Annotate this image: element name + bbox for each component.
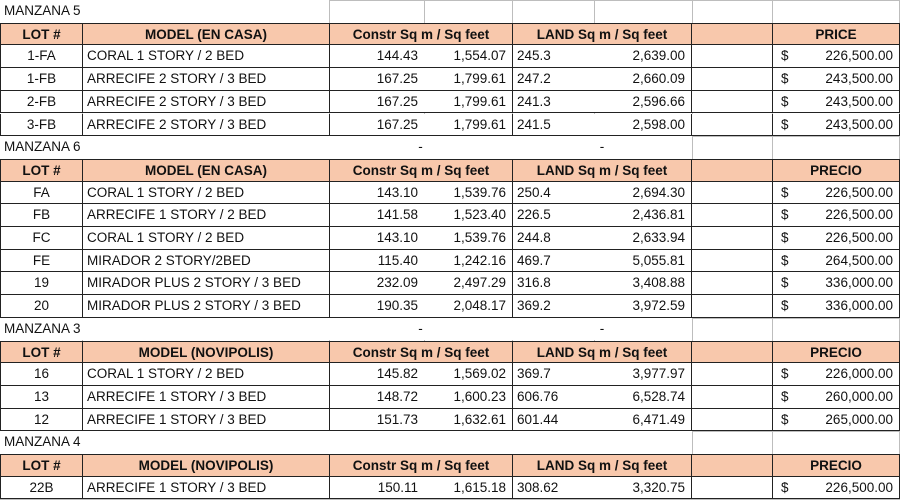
model-cell[interactable]: MIRADOR 2 STORY/2BED [82, 250, 329, 273]
lot-cell[interactable]: 16 [0, 363, 82, 386]
lot-cell[interactable]: FC [0, 227, 82, 250]
price-amount: 226,000.00 [825, 366, 893, 382]
table-row [0, 250, 900, 273]
constr-sqm-cell[interactable]: 167.25 [329, 68, 424, 91]
header-constr[interactable]: Constr Sq m / Sq feet [329, 23, 512, 46]
price-amount: 265,000.00 [825, 411, 893, 427]
header-price[interactable]: PRICE [772, 23, 900, 46]
table-row [0, 363, 900, 386]
empty-cell[interactable] [692, 45, 772, 68]
table-row [0, 91, 900, 114]
currency-symbol: $ [781, 93, 789, 109]
header-price[interactable]: PRECIO [772, 454, 900, 477]
constr-sqm-cell[interactable]: 145.82 [329, 363, 424, 386]
price-cell[interactable] [772, 250, 900, 273]
land-sqft-cell[interactable]: 6,471.49 [594, 409, 692, 432]
land-sqm-cell[interactable]: 606.76 [512, 386, 594, 409]
header-gap [692, 454, 772, 477]
section-title[interactable]: MANZANA 4 [0, 431, 329, 454]
header-gap [692, 341, 772, 364]
table-row [0, 68, 900, 91]
model-cell[interactable]: ARRECIFE 1 STORY / 3 BED [82, 477, 329, 500]
empty-cell[interactable] [692, 91, 772, 114]
price-cell[interactable] [772, 114, 900, 137]
price-amount: 226,500.00 [825, 230, 893, 245]
header-model[interactable]: MODEL (EN CASA) [82, 23, 329, 46]
land-sqm-cell[interactable]: 469.7 [512, 250, 594, 273]
land-sqft-cell[interactable]: 2,639.00 [594, 45, 692, 68]
price-amount: 226,500.00 [825, 479, 893, 495]
constr-sqm-cell[interactable]: 232.09 [329, 272, 424, 295]
price-cell[interactable] [772, 45, 900, 68]
constr-sqft-cell[interactable]: 1,600.23 [424, 386, 512, 409]
constr-dash-cell[interactable]: - [329, 136, 512, 159]
empty-cell[interactable] [692, 68, 772, 91]
header-model[interactable]: MODEL (EN CASA) [82, 159, 329, 182]
land-sqm-cell[interactable]: 247.2 [512, 68, 594, 91]
constr-sqm-cell[interactable]: 141.58 [329, 204, 424, 227]
constr-sqm-cell[interactable]: 167.25 [329, 114, 424, 137]
lot-cell[interactable]: 20 [0, 295, 82, 318]
price-cell[interactable] [772, 386, 900, 409]
land-sqm-cell[interactable]: 601.44 [512, 409, 594, 432]
land-sqft-cell[interactable]: 2,660.09 [594, 68, 692, 91]
currency-symbol: $ [781, 411, 789, 427]
header-price[interactable]: PRECIO [772, 159, 900, 182]
land-dash-cell[interactable]: - [512, 136, 692, 159]
lot-cell[interactable]: 22B [0, 477, 82, 500]
land-sqft-cell[interactable]: 3,408.88 [594, 272, 692, 295]
land-sqft-cell[interactable]: 2,633.94 [594, 227, 692, 250]
constr-sqft-cell[interactable]: 2,497.29 [424, 272, 512, 295]
land-sqm-cell[interactable]: 250.4 [512, 182, 594, 205]
land-sqft-cell[interactable]: 5,055.81 [594, 250, 692, 273]
lot-cell[interactable]: 12 [0, 409, 82, 432]
table-row [0, 227, 900, 250]
section-title-row [0, 0, 900, 23]
lot-cell[interactable]: 1-FA [0, 45, 82, 68]
header-constr[interactable]: Constr Sq m / Sq feet [329, 454, 512, 477]
header-constr[interactable]: Constr Sq m / Sq feet [329, 341, 512, 364]
price-amount: 226,500.00 [825, 207, 893, 223]
currency-symbol: $ [781, 207, 789, 223]
section-title-row [0, 318, 900, 341]
lot-cell[interactable]: FE [0, 250, 82, 273]
constr-sqm-cell[interactable]: 143.10 [329, 182, 424, 205]
lot-cell[interactable]: FB [0, 204, 82, 227]
constr-sqm-cell[interactable]: 190.35 [329, 295, 424, 318]
constr-sqft-cell[interactable]: 1,632.61 [424, 409, 512, 432]
empty-cell[interactable] [692, 295, 772, 318]
table-row [0, 477, 900, 500]
constr-sqm-cell[interactable]: 150.11 [329, 477, 424, 500]
currency-symbol: $ [781, 388, 789, 404]
section-title[interactable]: MANZANA 6 [0, 136, 329, 159]
header-land[interactable]: LAND Sq m / Sq feet [512, 23, 692, 46]
table-row [0, 45, 900, 68]
model-cell[interactable]: CORAL 1 STORY / 2 BED [82, 182, 329, 205]
section-title[interactable]: MANZANA 3 [0, 318, 329, 341]
model-cell[interactable]: ARRECIFE 1 STORY / 3 BED [82, 386, 329, 409]
land-sqft-cell[interactable]: 3,320.75 [594, 477, 692, 500]
model-cell[interactable]: CORAL 1 STORY / 2 BED [82, 227, 329, 250]
table-header-row [0, 23, 900, 46]
table-row [0, 114, 900, 137]
price-cell[interactable] [772, 68, 900, 91]
table-row [0, 204, 900, 227]
land-sqm-cell[interactable]: 244.8 [512, 227, 594, 250]
land-sqm-cell[interactable]: 241.5 [512, 114, 594, 137]
currency-symbol: $ [781, 184, 789, 200]
lot-cell[interactable]: 13 [0, 386, 82, 409]
lot-cell[interactable]: 2-FB [0, 91, 82, 114]
price-cell[interactable] [772, 363, 900, 386]
land-dash-cell[interactable]: - [512, 318, 692, 341]
empty-cell[interactable] [692, 477, 772, 500]
price-cell[interactable] [772, 91, 900, 114]
land-sqft-cell[interactable]: 2,436.81 [594, 204, 692, 227]
header-constr[interactable]: Constr Sq m / Sq feet [329, 159, 512, 182]
model-cell[interactable]: ARRECIFE 1 STORY / 2 BED [82, 204, 329, 227]
lot-cell[interactable]: 3-FB [0, 114, 82, 137]
land-sqm-cell[interactable]: 316.8 [512, 272, 594, 295]
empty-cell[interactable] [692, 182, 772, 205]
constr-sqm-cell[interactable]: 115.40 [329, 250, 424, 273]
header-price[interactable]: PRECIO [772, 341, 900, 364]
price-amount: 264,500.00 [825, 252, 893, 268]
price-cell[interactable] [772, 477, 900, 500]
constr-sqft-cell[interactable]: 1,615.18 [424, 477, 512, 500]
empty-cell[interactable] [692, 227, 772, 250]
empty-cell[interactable] [692, 272, 772, 295]
table-row [0, 295, 900, 318]
section-title-row [0, 136, 900, 159]
land-sqft-cell[interactable]: 2,596.66 [594, 91, 692, 114]
land-dash-cell[interactable] [512, 431, 692, 454]
price-amount: 226,500.00 [825, 48, 893, 64]
land-sqm-cell[interactable]: 369.2 [512, 295, 594, 318]
model-cell[interactable]: MIRADOR PLUS 2 STORY / 3 BED [82, 272, 329, 295]
currency-symbol: $ [781, 116, 789, 132]
model-cell[interactable]: ARRECIFE 2 STORY / 3 BED [82, 91, 329, 114]
price-cell[interactable] [772, 227, 900, 250]
constr-sqft-cell[interactable]: 1,539.76 [424, 227, 512, 250]
currency-symbol: $ [781, 71, 789, 87]
model-cell[interactable]: ARRECIFE 1 STORY / 3 BED [82, 409, 329, 432]
price-cell[interactable] [772, 272, 900, 295]
header-lot[interactable]: LOT # [0, 454, 82, 477]
price-amount: 226,500.00 [825, 184, 893, 200]
constr-sqft-cell[interactable]: 1,242.16 [424, 250, 512, 273]
currency-symbol: $ [781, 275, 789, 291]
currency-symbol: $ [781, 230, 789, 245]
empty-cell[interactable] [692, 114, 772, 137]
land-sqft-cell[interactable]: 6,528.74 [594, 386, 692, 409]
constr-sqft-cell[interactable]: 1,523.40 [424, 204, 512, 227]
constr-sqft-cell[interactable]: 2,048.17 [424, 295, 512, 318]
lot-cell[interactable]: 1-FB [0, 68, 82, 91]
constr-sqm-cell[interactable]: 148.72 [329, 386, 424, 409]
header-land[interactable]: LAND Sq m / Sq feet [512, 341, 692, 364]
price-amount: 243,500.00 [825, 116, 893, 132]
land-sqft-cell[interactable]: 3,972.59 [594, 295, 692, 318]
land-sqft-cell[interactable]: 2,694.30 [594, 182, 692, 205]
constr-sqft-cell[interactable]: 1,799.61 [424, 114, 512, 137]
constr-sqft-cell[interactable]: 1,569.02 [424, 363, 512, 386]
header-land[interactable]: LAND Sq m / Sq feet [512, 454, 692, 477]
constr-sqm-cell[interactable]: 143.10 [329, 227, 424, 250]
land-sqft-cell[interactable]: 3,977.97 [594, 363, 692, 386]
header-gap [692, 159, 772, 182]
land-sqm-cell[interactable]: 241.3 [512, 91, 594, 114]
land-sqft-cell[interactable]: 2,598.00 [594, 114, 692, 137]
constr-sqft-cell[interactable]: 1,799.61 [424, 91, 512, 114]
constr-sqft-cell[interactable]: 1,554.07 [424, 45, 512, 68]
table-row [0, 182, 900, 205]
currency-symbol: $ [781, 479, 789, 495]
empty-cell[interactable] [692, 363, 772, 386]
price-amount: 243,500.00 [825, 71, 893, 87]
lot-cell[interactable]: 19 [0, 272, 82, 295]
empty-cell[interactable] [692, 204, 772, 227]
table-header-row [0, 454, 900, 477]
currency-symbol: $ [781, 298, 789, 314]
price-amount: 243,500.00 [825, 93, 893, 109]
price-cell[interactable] [772, 409, 900, 432]
land-sqm-cell[interactable]: 226.5 [512, 204, 594, 227]
land-sqm-cell[interactable]: 369.7 [512, 363, 594, 386]
section-title[interactable]: MANZANA 5 [0, 0, 329, 23]
constr-sqm-cell[interactable]: 167.25 [329, 91, 424, 114]
header-land[interactable]: LAND Sq m / Sq feet [512, 159, 692, 182]
lot-cell[interactable]: FA [0, 182, 82, 205]
price-cell[interactable] [772, 204, 900, 227]
header-model[interactable]: MODEL (NOVIPOLIS) [82, 454, 329, 477]
table-row [0, 386, 900, 409]
table-row [0, 272, 900, 295]
constr-sqm-cell[interactable]: 151.73 [329, 409, 424, 432]
table-row [0, 409, 900, 432]
constr-dash-cell[interactable] [329, 431, 512, 454]
price-amount: 336,000.00 [825, 298, 893, 314]
empty-cell[interactable] [692, 250, 772, 273]
price-amount: 260,000.00 [825, 388, 893, 404]
currency-symbol: $ [781, 252, 789, 268]
land-sqm-cell[interactable]: 308.62 [512, 477, 594, 500]
constr-sqm-cell[interactable]: 144.43 [329, 45, 424, 68]
currency-symbol: $ [781, 48, 789, 64]
constr-sqft-cell[interactable]: 1,539.76 [424, 182, 512, 205]
empty-cell[interactable] [692, 409, 772, 432]
price-cell[interactable] [772, 295, 900, 318]
model-cell[interactable]: MIRADOR PLUS 2 STORY / 3 BED [82, 295, 329, 318]
currency-symbol: $ [781, 366, 789, 382]
constr-sqft-cell[interactable]: 1,799.61 [424, 68, 512, 91]
header-model[interactable]: MODEL (NOVIPOLIS) [82, 341, 329, 364]
model-cell[interactable]: CORAL 1 STORY / 2 BED [82, 45, 329, 68]
model-cell[interactable]: CORAL 1 STORY / 2 BED [82, 363, 329, 386]
land-sqm-cell[interactable]: 245.3 [512, 45, 594, 68]
section-title-row [0, 431, 900, 454]
empty-cell[interactable] [692, 386, 772, 409]
header-gap [692, 23, 772, 46]
header-lot[interactable]: LOT # [0, 23, 82, 46]
header-lot[interactable]: LOT # [0, 341, 82, 364]
header-lot[interactable]: LOT # [0, 159, 82, 182]
table-header-row [0, 159, 900, 182]
table-header-row [0, 341, 900, 364]
constr-dash-cell[interactable]: - [329, 318, 512, 341]
price-cell[interactable] [772, 182, 900, 205]
model-cell[interactable]: ARRECIFE 2 STORY / 3 BED [82, 68, 329, 91]
price-amount: 336,000.00 [825, 275, 893, 291]
model-cell[interactable]: ARRECIFE 2 STORY / 3 BED [82, 114, 329, 137]
